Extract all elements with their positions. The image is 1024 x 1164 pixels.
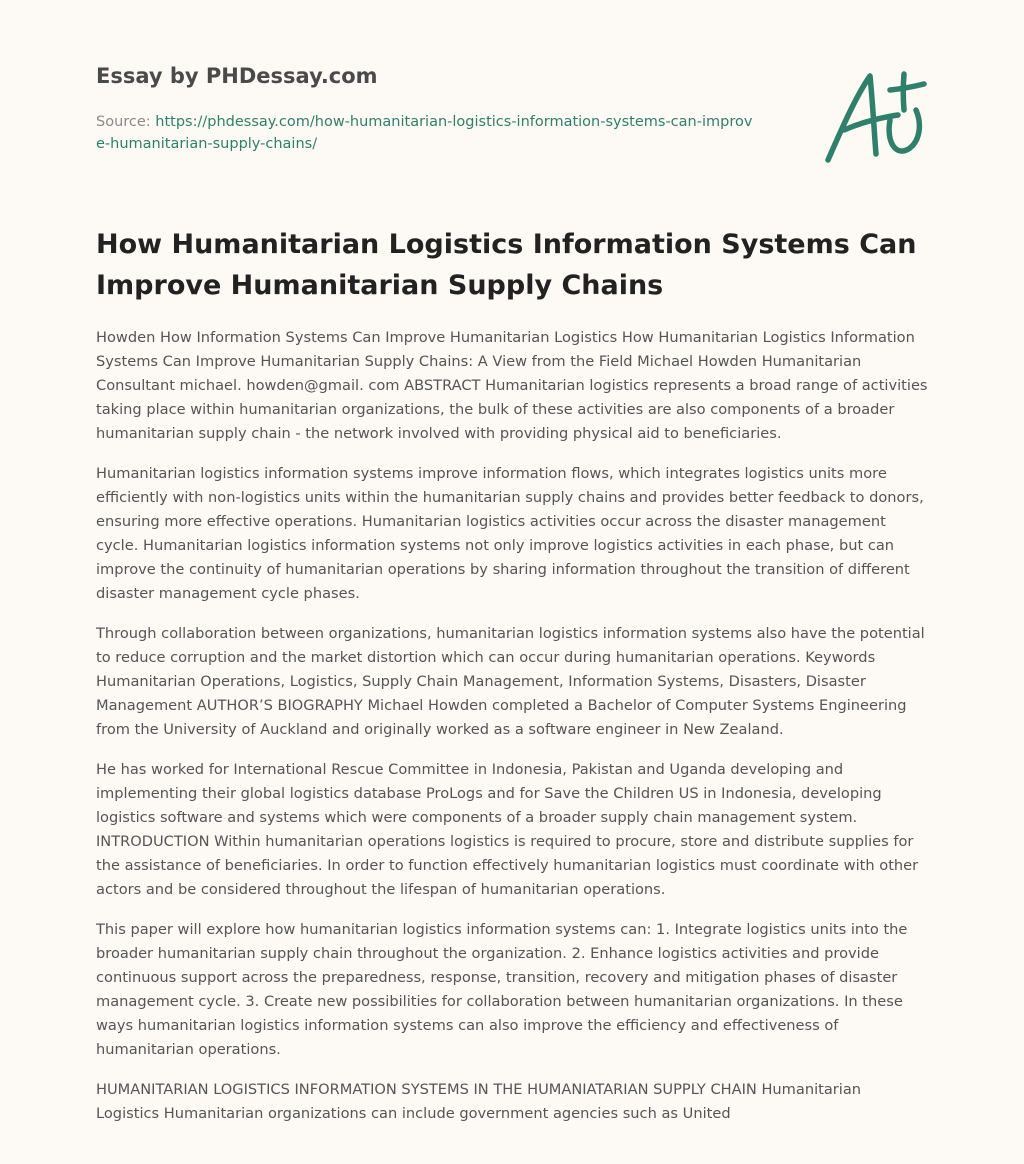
article-paragraph: He has worked for International Rescue Committee in Indonesia, Pakistan and Uganda developing and implementing their global logistics database ProLogs and for Save the Children US in Indonesia, developing logistics software and systems which were components of a broader supply chain management system. INTRODUCTION Within humanitarian operations logistics is required to procure, store and distribute supplies for the assistance of beneficiaries. In order to function effectively humanitarian logistics must coordinate with other actors and be considered throughout the lifespan of humanitarian operations.: [96, 761, 919, 898]
source-link[interactable]: https://phdessay.com/how-humanitarian-logistics-information-systems-can-improve-humanitarian-supply-chains/: [96, 114, 753, 152]
site-brand: Essay by PHDessay.com: [96, 64, 378, 88]
source-line: [96, 111, 756, 155]
article-paragraph: Humanitarian logistics information systems improve information flows, which integrates logistics units more efficiently with non-logistics units within the humanitarian supply chains and provides better feedback to donors, ensuring more effective operations. Humanitarian logistics activities occur across the disaster management cycle. Humanitarian logistics information systems not only improve logistics activities in each phase, but can improve the continuity of humanitarian operations by sharing information throughout the transition of different disaster management cycle phases.: [96, 465, 924, 602]
article-paragraph: This paper will explore how humanitarian logistics information systems can: 1. Integrate logistics units into the broader humanitarian supply chain throughout the organization. 2. Enhance logistics activities and provide continuous support across the preparedness, response, transition, recovery and mitigation phases of disaster management cycle. 3. Create new possibilities for collaboration between humanitarian organizations. In these ways humanitarian logistics information systems can also improve the efficiency and effectiveness of humanitarian operations.: [96, 921, 908, 1058]
a-plus-logo-icon: [820, 66, 930, 166]
article-paragraph: Howden How Information Systems Can Improve Humanitarian Logistics How Humanitarian Logistics Information Systems Can Improve Humanitarian Supply Chains: A View from the Field Michael Howden Humanitarian Consultant michael. howden@gmail. com ABSTRACT Humanitarian logistics represents a broad range of activities taking place within humanitarian organizations, the bulk of these activities are also components of a broader humanitarian supply chain - the network involved with providing physical aid to beneficiaries.: [96, 329, 928, 442]
article-title: How Humanitarian Logistics Information Systems Can Improve Humanitarian Supply Chains: [96, 229, 917, 301]
article-body: [96, 326, 928, 1142]
source-label: Source:: [96, 114, 151, 130]
article-paragraph: HUMANITARIAN LOGISTICS INFORMATION SYSTEMS IN THE HUMANIATARIAN SUPPLY CHAIN Humanitarian Logistics Humanitarian organizations can include government agencies such as United: [96, 1081, 862, 1122]
article-paragraph: Through collaboration between organizations, humanitarian logistics information systems also have the potential to reduce corruption and the market distortion which can occur during humanitarian operations. Keywords Humanitarian Operations, Logistics, Supply Chain Management, Information Systems, Disasters, Disaster Management AUTHOR’S BIOGRAPHY Michael Howden completed a Bachelor of Computer Systems Engineering from the University of Auckland and originally worked as a software engineer in New Zealand.: [96, 625, 925, 738]
